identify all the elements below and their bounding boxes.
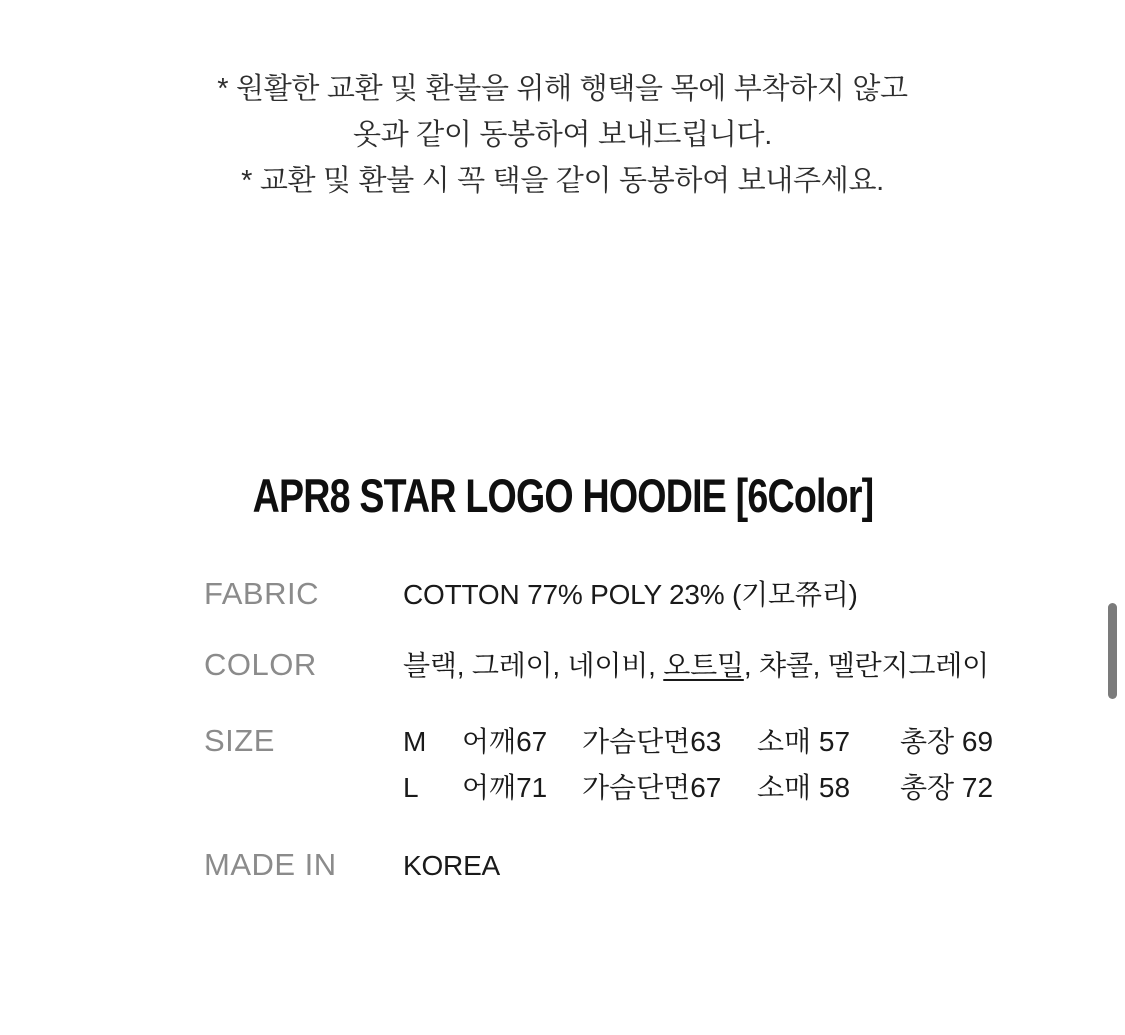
color-value [403,649,989,683]
made-in-label: MADE IN [204,847,337,882]
size-row-l-sleeve: 소매 58 [757,772,851,803]
size-row-m-chest: 가슴단면63 [582,726,722,757]
color-label: COLOR [204,647,317,682]
size-row-m-length: 총장 69 [900,726,994,757]
size-row-l-chest: 가슴단면67 [582,772,722,803]
spec-row-fabric [204,577,858,612]
scrollbar-thumb[interactable] [1108,603,1117,699]
notice-line: 옷과 같이 동봉하여 보내드립니다. [352,119,773,151]
spec-row-color [204,648,989,683]
exchange-refund-notice [0,66,1125,204]
notice-line: * 원활한 교환 및 환불을 위해 행택을 목에 부착하지 않고 [217,73,908,105]
size-row-l-length: 총장 72 [900,772,994,803]
size-label: SIZE [204,723,275,758]
fabric-label: FABRIC [204,576,319,611]
size-row-m-shoulder: 어깨67 [462,726,548,757]
notice-line: * 교환 및 환불 시 꼭 택을 같이 동봉하여 보내주세요. [241,165,884,197]
product-title-wrap [0,468,1125,523]
size-row-l-shoulder: 어깨71 [462,772,548,803]
color-value-oatmeal-underlined: 오트밀 [663,650,744,681]
size-table [403,719,993,811]
spec-row-made-in [204,848,500,883]
made-in-value: KOREA [403,850,501,881]
size-row-m-sleeve: 소매 57 [757,726,851,757]
color-value-after: , 챠콜, 멜란지그레이 [743,650,989,681]
color-value-before: 블랙, 그레이, 네이비, [403,650,664,681]
size-row-m-size: M [403,726,427,757]
product-title: APR8 STAR LOGO HOODIE [6Color] [252,469,873,522]
fabric-value: COTTON 77% POLY 23% (기모쮸리) [403,579,858,610]
spec-row-size [204,719,993,811]
size-row-l-size: L [403,772,419,803]
